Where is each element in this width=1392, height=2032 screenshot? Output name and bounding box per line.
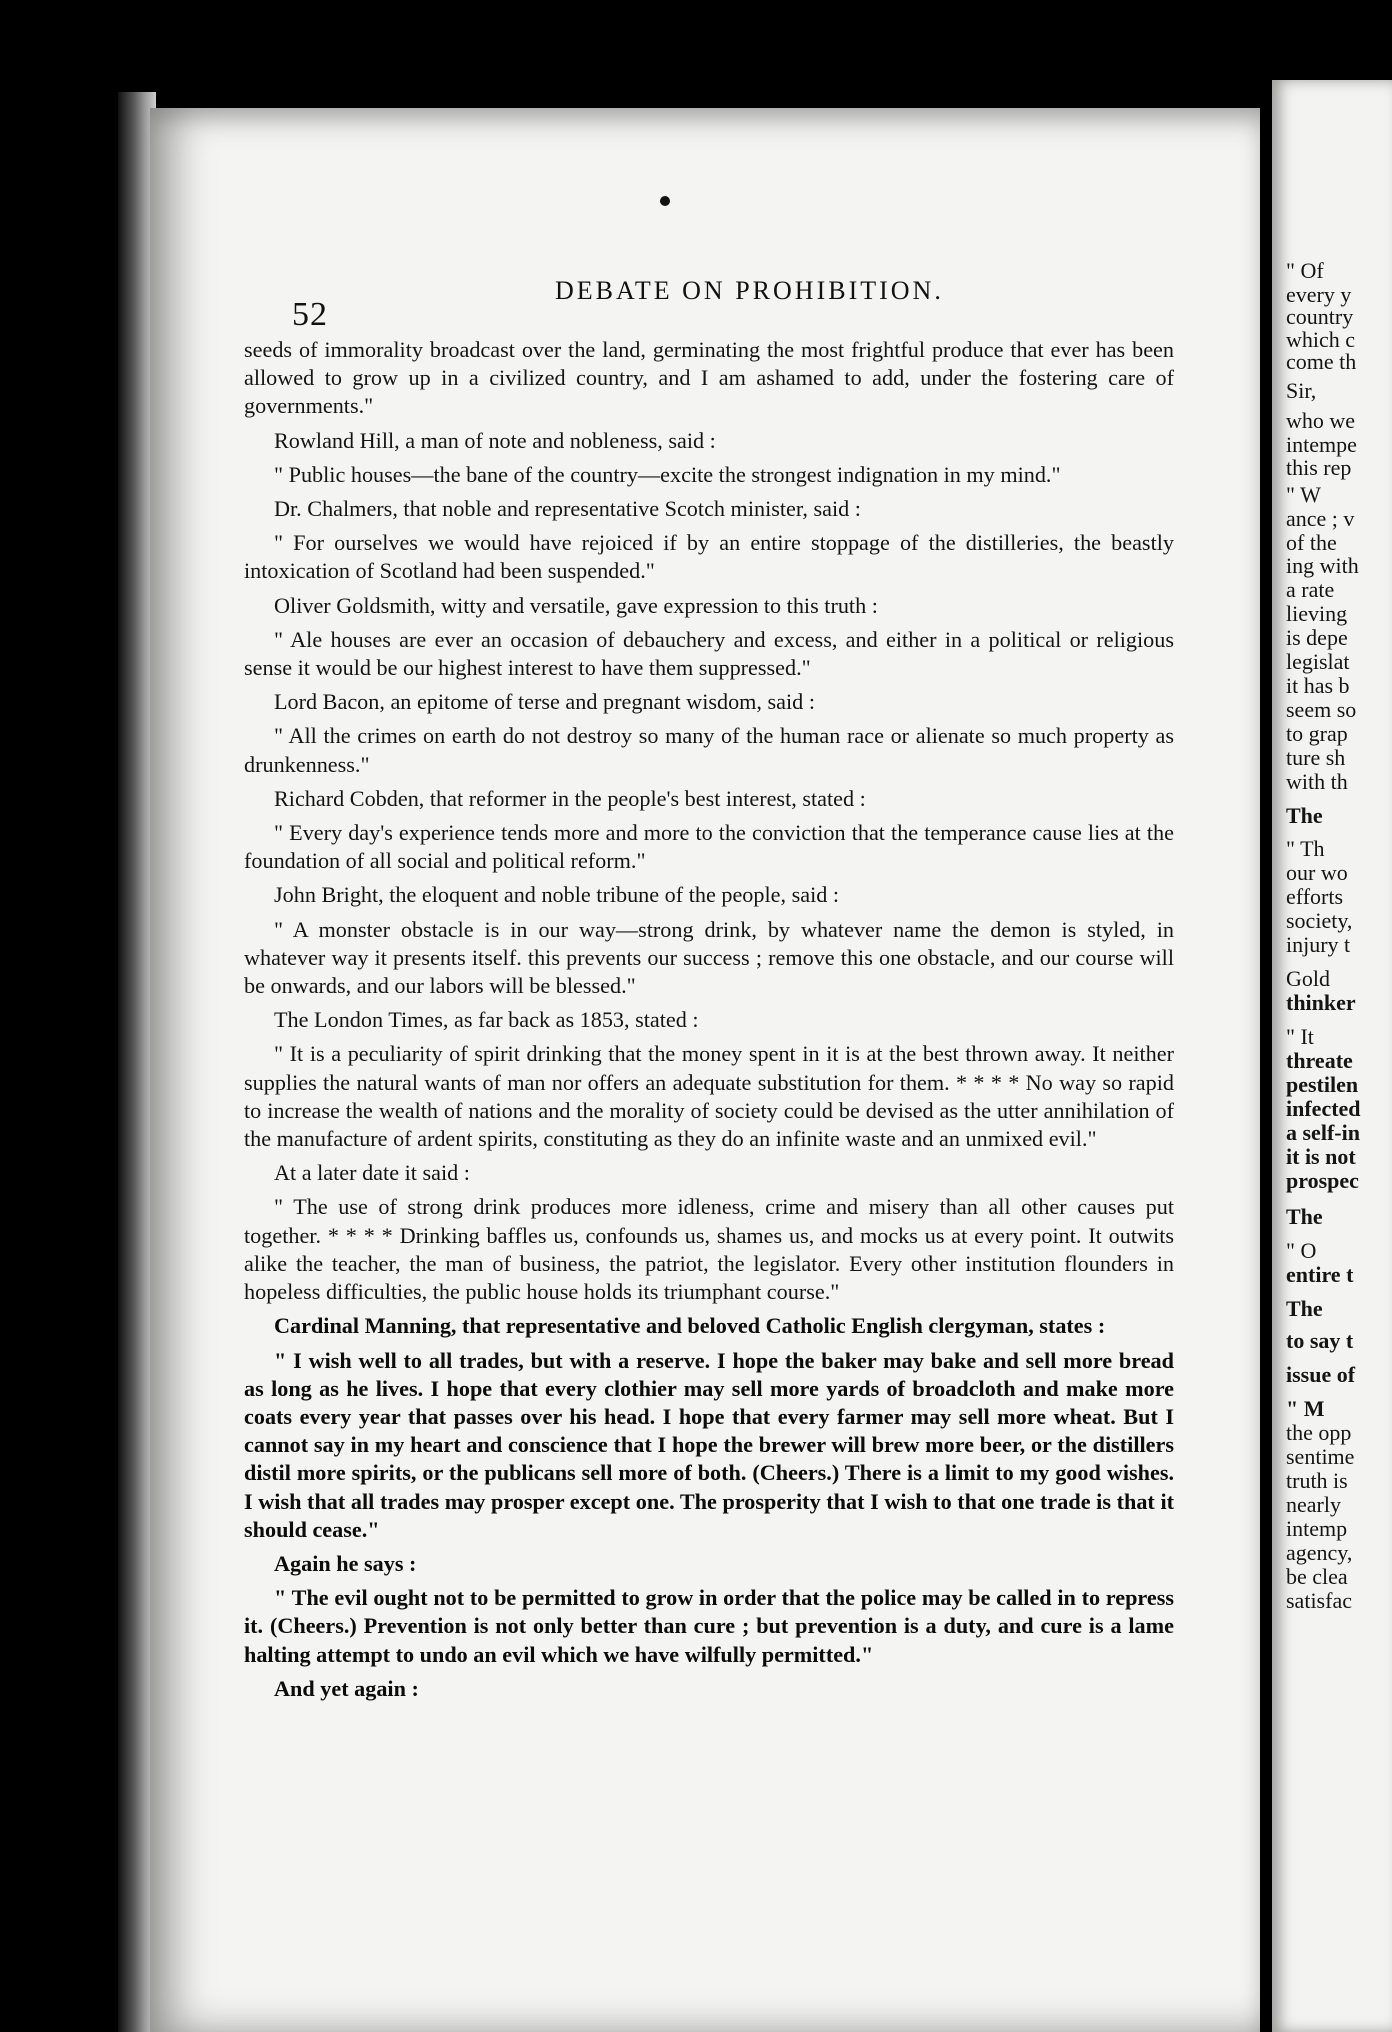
print-dot [660, 196, 670, 206]
next-page-line: with th [1286, 769, 1348, 794]
next-page-line: which c [1286, 327, 1356, 352]
next-page-line: prospec [1286, 1168, 1359, 1193]
paragraph: " A monster obstacle is in our way—strong drink, by whatever name the demon is styled, in whatever way it presents itself. this prevents our success ; remove this one obstacle, and our course will be onwards, and our labors will be blessed." [244, 916, 1174, 999]
paragraph: " Every day's experience tends more and more to the conviction that the temperance cause lies at the foundation of all social and political reform." [244, 820, 1174, 874]
next-page-line: thinker [1286, 990, 1356, 1015]
next-page-line: " It [1286, 1024, 1314, 1049]
next-page-line: satisfac [1286, 1588, 1352, 1613]
next-page-line: ance ; v [1286, 506, 1355, 531]
next-page-line: issue of [1286, 1362, 1356, 1387]
next-page-line: entire t [1286, 1262, 1354, 1287]
paragraph: Cardinal Manning, that representative and beloved Catholic English clergyman, states : [274, 1313, 1106, 1339]
next-page-line: " Of [1286, 258, 1324, 283]
next-page-line: The [1286, 803, 1323, 828]
next-page-line: society, [1286, 908, 1353, 933]
next-page-line: to say t [1286, 1328, 1354, 1353]
next-page-line: a self-in [1286, 1120, 1360, 1145]
paragraph: " The use of strong drink produces more idleness, crime and misery than all other causes put together. * * * * Drinking baffles us, confounds us, shames us, and mocks us at every point. It outwits alike the teacher, the man of business, the patriot, the legislator. Every other institution flounders in hopeless difficulties, the public house holds its triumphant course." [244, 1194, 1174, 1305]
next-page-line: come th [1286, 349, 1357, 374]
next-page-line: sentime [1286, 1444, 1355, 1469]
next-page-line: nearly [1286, 1492, 1341, 1517]
paragraph: " All the crimes on earth do not destroy so many of the human race or alienate so much property as drunkenness." [244, 723, 1174, 777]
next-page-line: threate [1286, 1048, 1353, 1073]
next-page-line: to grap [1286, 721, 1348, 746]
next-page-line: every y [1286, 282, 1352, 307]
next-page-line: the opp [1286, 1420, 1352, 1445]
next-page-line: Sir, [1286, 378, 1317, 403]
paragraph: " I wish well to all trades, but with a reserve. I hope the baker may bake and sell more bread as long as he lives. I hope that every clothier may sell more yards of broadcloth and make more coats every year that passes over his head. I hope that every farmer may sell more wheat. But I cannot say in my heart and conscience that I hope the brewer will brew more beer, or the distillers distil more spirits, or the publicans sell more of both. (Cheers.) There is a limit to my good wishes. I wish that all trades may prosper except one. The prosperity that I wish to that one trade is that it should cease." [244, 1347, 1174, 1542]
next-page-line: The [1286, 1204, 1323, 1229]
paragraph: seeds of immorality broadcast over the land, germinating the most frightful produce that ever has been allowed to grow up in a civilized country, and I am ashamed to add, under the fostering care of governments." [244, 337, 1174, 419]
running-head: DEBATE ON PROHIBITION. [555, 276, 944, 305]
next-page-line: ture sh [1286, 745, 1346, 770]
next-page-line: this rep [1286, 455, 1352, 480]
paragraph: John Bright, the eloquent and noble tribune of the people, said : [274, 882, 840, 908]
adjacent-page-fragment [1272, 80, 1392, 2032]
next-page-line: legislat [1286, 649, 1350, 674]
paragraph: Dr. Chalmers, that noble and representative Scotch minister, said : [274, 496, 861, 522]
paragraph: Oliver Goldsmith, witty and versatile, gave expression to this truth : [274, 592, 878, 618]
next-page-line: lieving [1286, 601, 1348, 626]
next-page-line: our wo [1286, 860, 1348, 885]
body-text [244, 336, 1174, 1709]
paragraph: Richard Cobden, that reformer in the people's best interest, stated : [274, 785, 866, 811]
next-page-line: truth is [1286, 1468, 1348, 1493]
next-page-line: " M [1286, 1396, 1325, 1421]
next-page-line: a rate [1286, 577, 1335, 602]
page-gutter [1262, 80, 1272, 2032]
next-page-line: country [1286, 304, 1354, 329]
next-page-line: pestilen [1286, 1072, 1359, 1097]
next-page-line: of the [1286, 530, 1337, 555]
next-page-line: intempe [1286, 432, 1357, 457]
next-page-line: intemp [1286, 1516, 1348, 1541]
next-page-line: injury t [1286, 932, 1351, 957]
paragraph: " Public houses—the bane of the country—excite the strongest indignation in my mind." [274, 461, 1061, 487]
next-page-line: The [1286, 1296, 1323, 1321]
next-page-line: " O [1286, 1238, 1317, 1263]
paragraph: " For ourselves we would have rejoiced if by an entire stoppage of the distilleries, the beastly intoxication of Scotland had been suspended." [244, 530, 1174, 584]
paragraph: The London Times, as far back as 1853, stated : [274, 1007, 699, 1033]
book-page [150, 108, 1260, 2032]
next-page-line: agency, [1286, 1540, 1353, 1565]
next-page-line: it is not [1286, 1144, 1356, 1169]
paragraph: " The evil ought not to be permitted to grow in order that the police may be called in to repress it. (Cheers.) Prevention is not only better than cure ; but prevention is a duty, and cure is a lame halting attempt to undo an evil which we have wilfully permitted." [244, 1585, 1174, 1667]
paragraph: " Ale houses are ever an occasion of debauchery and excess, and either in a political or religious sense it would be our highest interest to have them suppressed." [244, 626, 1174, 681]
page-number: 52 [292, 296, 328, 333]
next-page-line: seem so [1286, 697, 1357, 722]
paragraph: At a later date it said : [274, 1160, 470, 1186]
next-page-line: infected [1286, 1096, 1361, 1121]
next-page-line: ing with [1286, 553, 1359, 578]
next-page-line: efforts [1286, 884, 1344, 909]
paragraph: Rowland Hill, a man of note and nobleness, said : [274, 427, 716, 453]
paragraph: Lord Bacon, an epitome of terse and pregnant wisdom, said : [274, 689, 815, 715]
next-page-line: " Th [1286, 836, 1325, 861]
next-page-line: Gold [1286, 966, 1330, 991]
next-page-line: be clea [1286, 1564, 1348, 1589]
paragraph: Again he says : [274, 1550, 417, 1576]
paragraph: And yet again : [274, 1675, 419, 1701]
next-page-line: " W [1286, 482, 1321, 507]
next-page-line: who we [1286, 408, 1356, 433]
next-page-line: is depe [1286, 625, 1348, 650]
paragraph: " It is a peculiarity of spirit drinking that the money spent in it is at the best thrown away. It neither supplies the natural wants of man nor offers an adequate substitution for them. * * * * No way so rapid to increase the wealth of nations and the morality of society could be devised as the utter annihilation of the manufacture of ardent spirits, constituting as they do an infinite waste and an unmixed evil." [244, 1041, 1174, 1152]
next-page-line: it has b [1286, 673, 1350, 698]
